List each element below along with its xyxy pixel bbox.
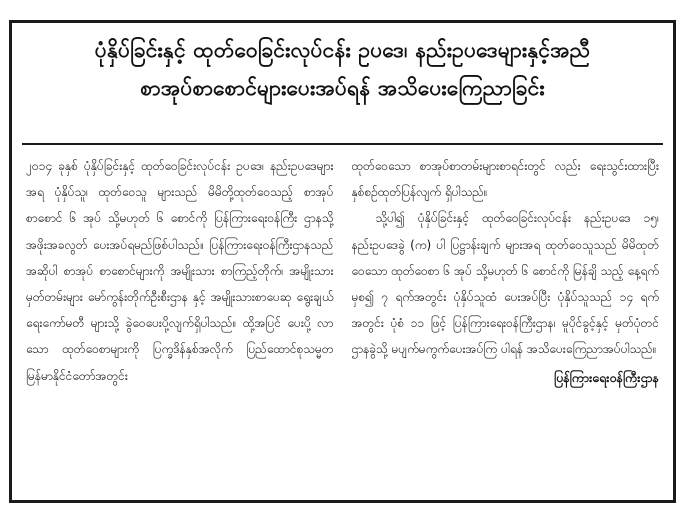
notice-frame	[9, 20, 676, 503]
notice-headline	[22, 31, 663, 107]
left-column	[26, 153, 334, 490]
body-paragraph-2: သို့ပါ၍ ပုံနှိပ်ခြင်းနှင့် ထုတ်ဝေခြင်းလုပ်ငန်း နည်းဥပဒေ ၁၅၊ နည်းဥပဒေခွဲ (က) ပါ ပြဋ္ဌာန်းချက် များအရ ထုတ်ဝေသူသည် မိမိထုတ်ဝေသော ထုတ်ဝေစာ ၆ အုပ် သို့မဟုတ် ၆ စောင်ကို မြန်ချိ သည့် နေ့ရက်မှစ၍ ၇ ရက်အတွင်း ပုံနှိပ်သူထံ ပေးအပ်ပြီး ပုံနှိပ်သူသည် ၁၄ ရက်အတွင်း ပုံစံ ၁၁ ဖြင့် ပြန်ကြားရေးဝန်ကြီးဌာန၊ မူပိုင်ခွင့်နှင့် မှတ်ပုံတင်ဌာနခွဲသို့ မပျက်မကွက်ပေးအပ်ကြ ပါရန် အသိပေးကြေညာအပ်ပါသည်။	[351, 211, 659, 357]
headline-divider	[22, 143, 663, 145]
body-paragraph-1: ၂၀၁၄ ခုနှစ် ပုံနှိပ်ခြင်းနှင့် ထုတ်ဝေခြင်းလုပ်ငန်း ဥပဒေ၊ နည်းဥပဒေများအရ ပုံနှိပ်သူ၊ ထုတ်ဝေသူ များသည် မိမိတို့ထုတ်ဝေသည့် စာအုပ်စာစောင် ၆ အုပ် သို့မဟုတ် ၆ စောင်ကို ပြန်ကြားရေးဝန်ကြီး ဌာနသို့ အဖိုးအခလွတ် ပေးအပ်ရမည်ဖြစ်ပါသည်။ ပြန်ကြားရေးဝန်ကြီးဌာနသည် အဆိုပါ စာအုပ် စာစောင်များကို အမျိုးသား စာကြည့်တိုက်၊ အမျိုးသားမှတ်တမ်းများ မော်ကွန်းတိုက်ဦးစီးဌာန နှင့် အမျိုးသားစာပေဆု ရွေးချယ်ရေးကော်မတီ များသို့ ခွဲဝေပေးပို့လျက်ရှိပါသည်။ ထို့အပြင် ပေးပို့ လာသော ထုတ်ဝေစာများကို ပြက္ခဒိန်နှစ်အလိုက် ပြည်ထောင်စုသမ္မတ မြန်မာနိုင်ငံတော်အတွင်း	[26, 159, 334, 383]
issuer-signature: ပြန်ကြားရေးဝန်ကြီးဌာန	[553, 369, 659, 385]
headline-line-2: စာအုပ်စာစောင်များပေးအပ်ရန် အသိပေးကြေညာခြင်း	[140, 76, 545, 100]
body-paragraph-1-continued: ထုတ်ဝေသော စာအုပ်စာတမ်းများစာရင်းတွင် လည်း ရေးသွင်းထားပြီး နှစ်စဉ်ထုတ်ပြန်လျက် ရှိပါသည်။	[351, 159, 659, 200]
headline-line-1: ပုံနှိပ်ခြင်းနှင့် ထုတ်ဝေခြင်းလုပ်ငန်း ဥပဒေ၊ နည်းဥပဒေများနှင့်အညီ	[94, 38, 591, 62]
notice-body	[26, 153, 659, 490]
right-column	[352, 153, 660, 490]
